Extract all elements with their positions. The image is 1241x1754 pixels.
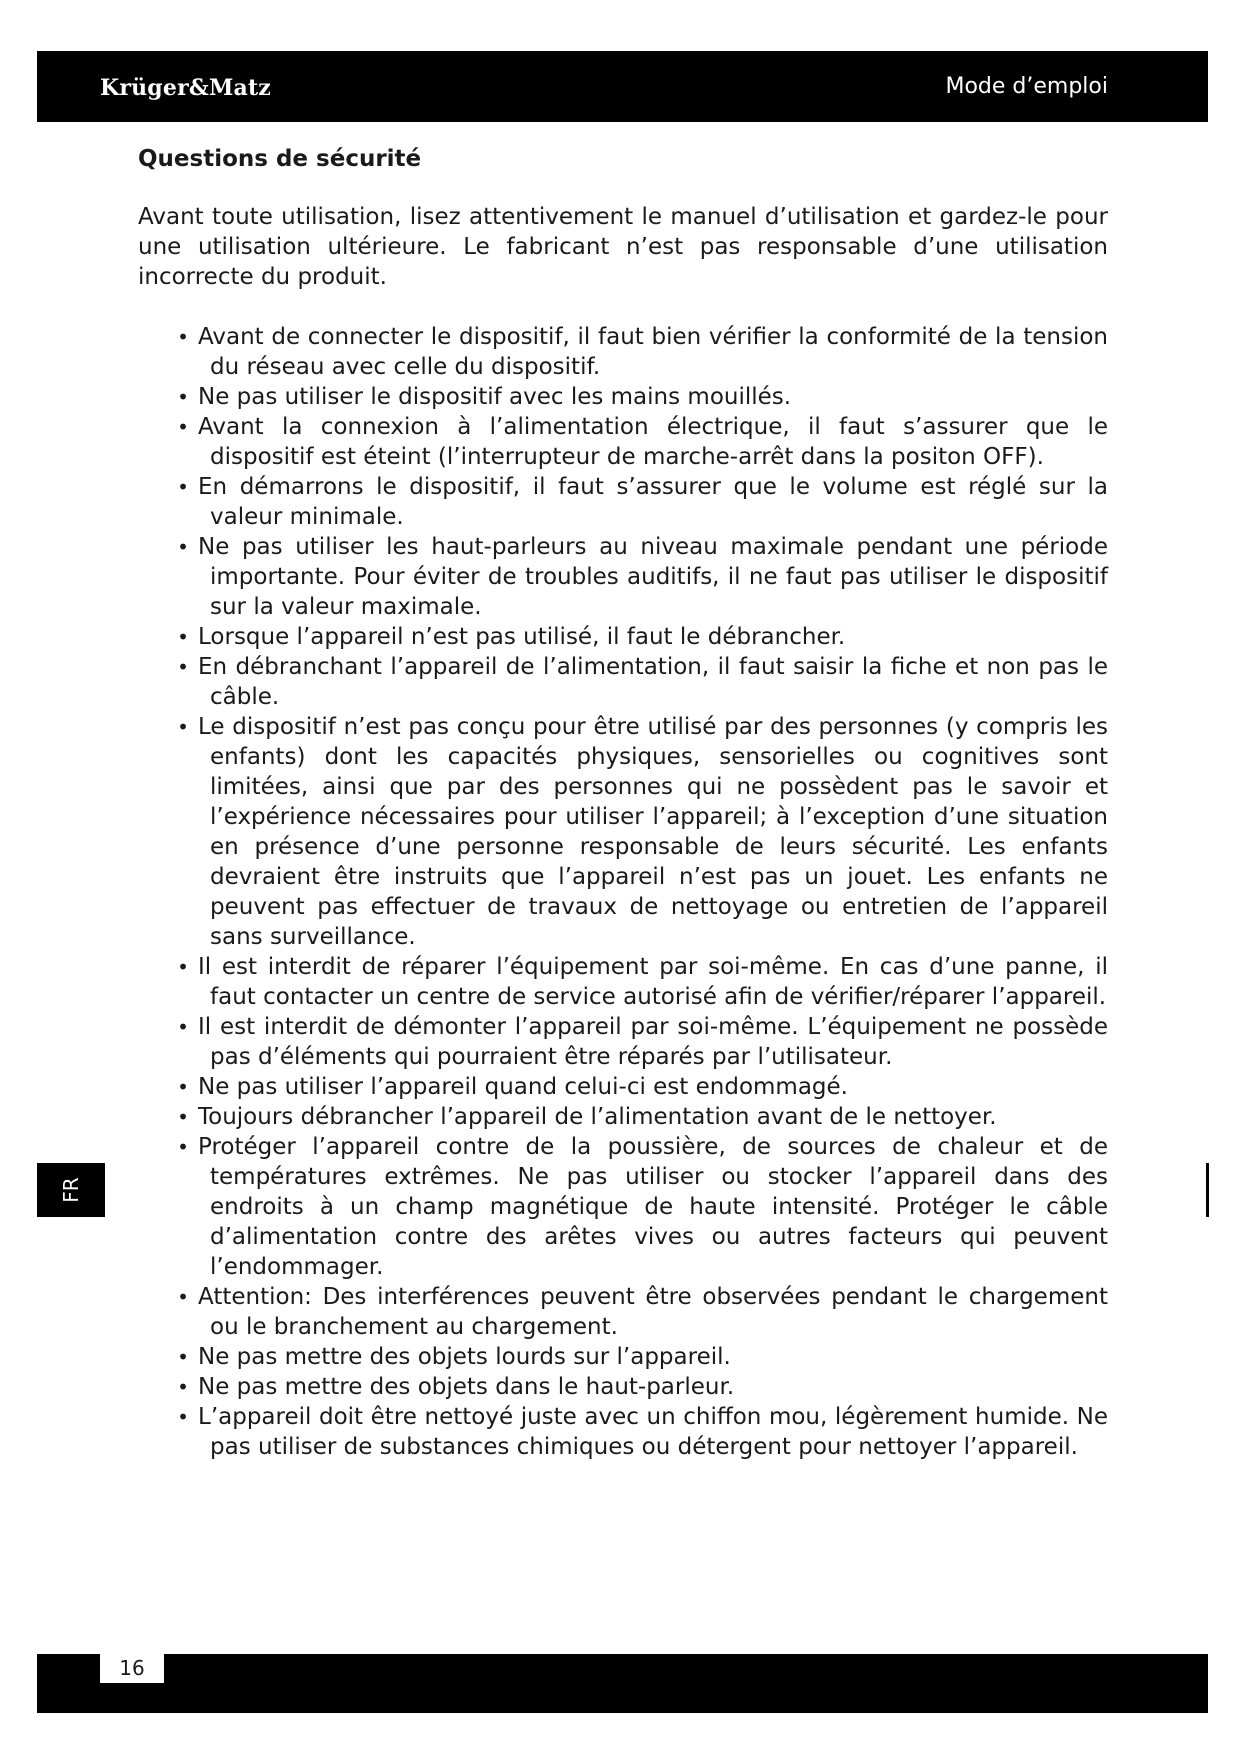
- safety-list: [138, 322, 1108, 1462]
- bullet-icon: •: [177, 1375, 189, 1399]
- list-item: [138, 1402, 1108, 1462]
- list-item-text: Ne pas utiliser le dispositif avec les mains mouillés.: [198, 384, 792, 410]
- section-title: Questions de sécurité: [138, 146, 422, 172]
- list-item-text: Attention: Des interférences peuvent être observées pendant le chargement ou le branchement au chargement.: [198, 1284, 1108, 1340]
- bullet-icon: •: [177, 655, 189, 679]
- list-item-text: Toujours débrancher l’appareil de l’alimentation avant de le nettoyer.: [198, 1104, 997, 1130]
- list-item: [138, 472, 1108, 532]
- list-item-text: Protéger l’appareil contre de la poussière, de sources de chaleur et de températures extrêmes. Ne pas utiliser ou stocker l’appareil dans des endroits à un champ magnétique de haute intensité. Protéger le câble d’alimentation contre des arêtes vives ou autres facteurs qui peuvent l’endommager.: [198, 1134, 1108, 1280]
- list-item-text: En démarrons le dispositif, il faut s’assurer que le volume est réglé sur la valeur minimale.: [198, 474, 1108, 530]
- bullet-icon: •: [177, 625, 189, 649]
- manual-label: Mode d’emploi: [945, 74, 1108, 99]
- list-item-text: Avant de connecter le dispositif, il faut bien vérifier la conformité de la tension du réseau avec celle du dispositif.: [198, 324, 1108, 380]
- list-item-text: Avant la connexion à l’alimentation électrique, il faut s’assurer que le dispositif est éteint (l’interrupteur de marche-arrêt dans la positon OFF).: [198, 414, 1108, 470]
- bullet-icon: •: [177, 1015, 189, 1039]
- list-item: [138, 1342, 1108, 1372]
- list-item-text: L’appareil doit être nettoyé juste avec un chiffon mou, légèrement humide. Ne pas utiliser de substances chimiques ou détergent pour nettoyer l’appareil.: [198, 1404, 1108, 1460]
- bullet-icon: •: [177, 1345, 189, 1369]
- bullet-icon: •: [177, 415, 189, 439]
- list-item: [138, 412, 1108, 472]
- list-item: [138, 1102, 1108, 1132]
- bullet-icon: •: [177, 1105, 189, 1129]
- list-item-text: En débranchant l’appareil de l’alimentation, il faut saisir la fiche et non pas le câble.: [198, 654, 1108, 710]
- list-item: [138, 712, 1108, 952]
- bullet-icon: •: [177, 475, 189, 499]
- list-item: [138, 1132, 1108, 1282]
- list-item: [138, 652, 1108, 712]
- list-item-text: Il est interdit de démonter l’appareil par soi-même. L’équipement ne possède pas d’éléments qui pourraient être réparés par l’utilisateur.: [198, 1014, 1108, 1070]
- margin-mark: [1206, 1163, 1209, 1217]
- list-item-text: Ne pas utiliser les haut-parleurs au niveau maximale pendant une période importante. Pour éviter de troubles auditifs, il ne faut pas utiliser le dispositif sur la valeur maximale.: [198, 534, 1108, 620]
- list-item-text: Ne pas mettre des objets lourds sur l’appareil.: [198, 1344, 731, 1370]
- bullet-icon: •: [177, 325, 189, 349]
- list-item: [138, 1372, 1108, 1402]
- list-item-text: Ne pas utiliser l’appareil quand celui-ci est endommagé.: [198, 1074, 848, 1100]
- language-tab-label: FR: [59, 1177, 83, 1203]
- list-item-text: Lorsque l’appareil n’est pas utilisé, il faut le débrancher.: [198, 624, 846, 650]
- list-item: [138, 532, 1108, 622]
- list-item: [138, 322, 1108, 382]
- footer-bar: [37, 1654, 1208, 1713]
- bullet-icon: •: [177, 955, 189, 979]
- main-content: [138, 140, 1108, 1462]
- bullet-icon: •: [177, 385, 189, 409]
- bullet-icon: •: [177, 1405, 189, 1429]
- list-item-text: Il est interdit de réparer l’équipement par soi-même. En cas d’une panne, il faut contacter un centre de service autorisé afin de vérifier/réparer l’appareil.: [198, 954, 1108, 1010]
- bullet-icon: •: [177, 715, 189, 739]
- list-item: [138, 952, 1108, 1012]
- list-item: [138, 382, 1108, 412]
- list-item-text: Le dispositif n’est pas conçu pour être utilisé par des personnes (y compris les enfants) dont les capacités physiques, sensorielles ou cognitives sont limitées, ainsi que par des personnes qui ne possèdent pas le savoir et l’expérience nécessaires pour utiliser l’appareil; à l’exception d’une situation en présence d’une personne responsable de leurs sécurité. Les enfants devraient être instruits que l’appareil n’est pas un jouet. Les enfants ne peuvent pas effectuer de travaux de nettoyage ou entretien de l’appareil sans surveillance.: [198, 714, 1108, 950]
- language-tab: [37, 1163, 105, 1217]
- intro-paragraph: Avant toute utilisation, lisez attentivement le manuel d’utilisation et gardez-le pour une utilisation ultérieure. Le fabricant n’est pas responsable d’une utilisation incorrecte du produit.: [138, 204, 1108, 290]
- list-item: [138, 622, 1108, 652]
- brand-logo: Krüger&Matz: [100, 75, 272, 101]
- list-item-text: Ne pas mettre des objets dans le haut-parleur.: [198, 1374, 735, 1400]
- bullet-icon: •: [177, 535, 189, 559]
- page-number: 16: [100, 1654, 164, 1683]
- bullet-icon: •: [177, 1135, 189, 1159]
- list-item: [138, 1012, 1108, 1072]
- bullet-icon: •: [177, 1075, 189, 1099]
- list-item: [138, 1072, 1108, 1102]
- bullet-icon: •: [177, 1285, 189, 1309]
- list-item: [138, 1282, 1108, 1342]
- header-bar: [37, 51, 1208, 122]
